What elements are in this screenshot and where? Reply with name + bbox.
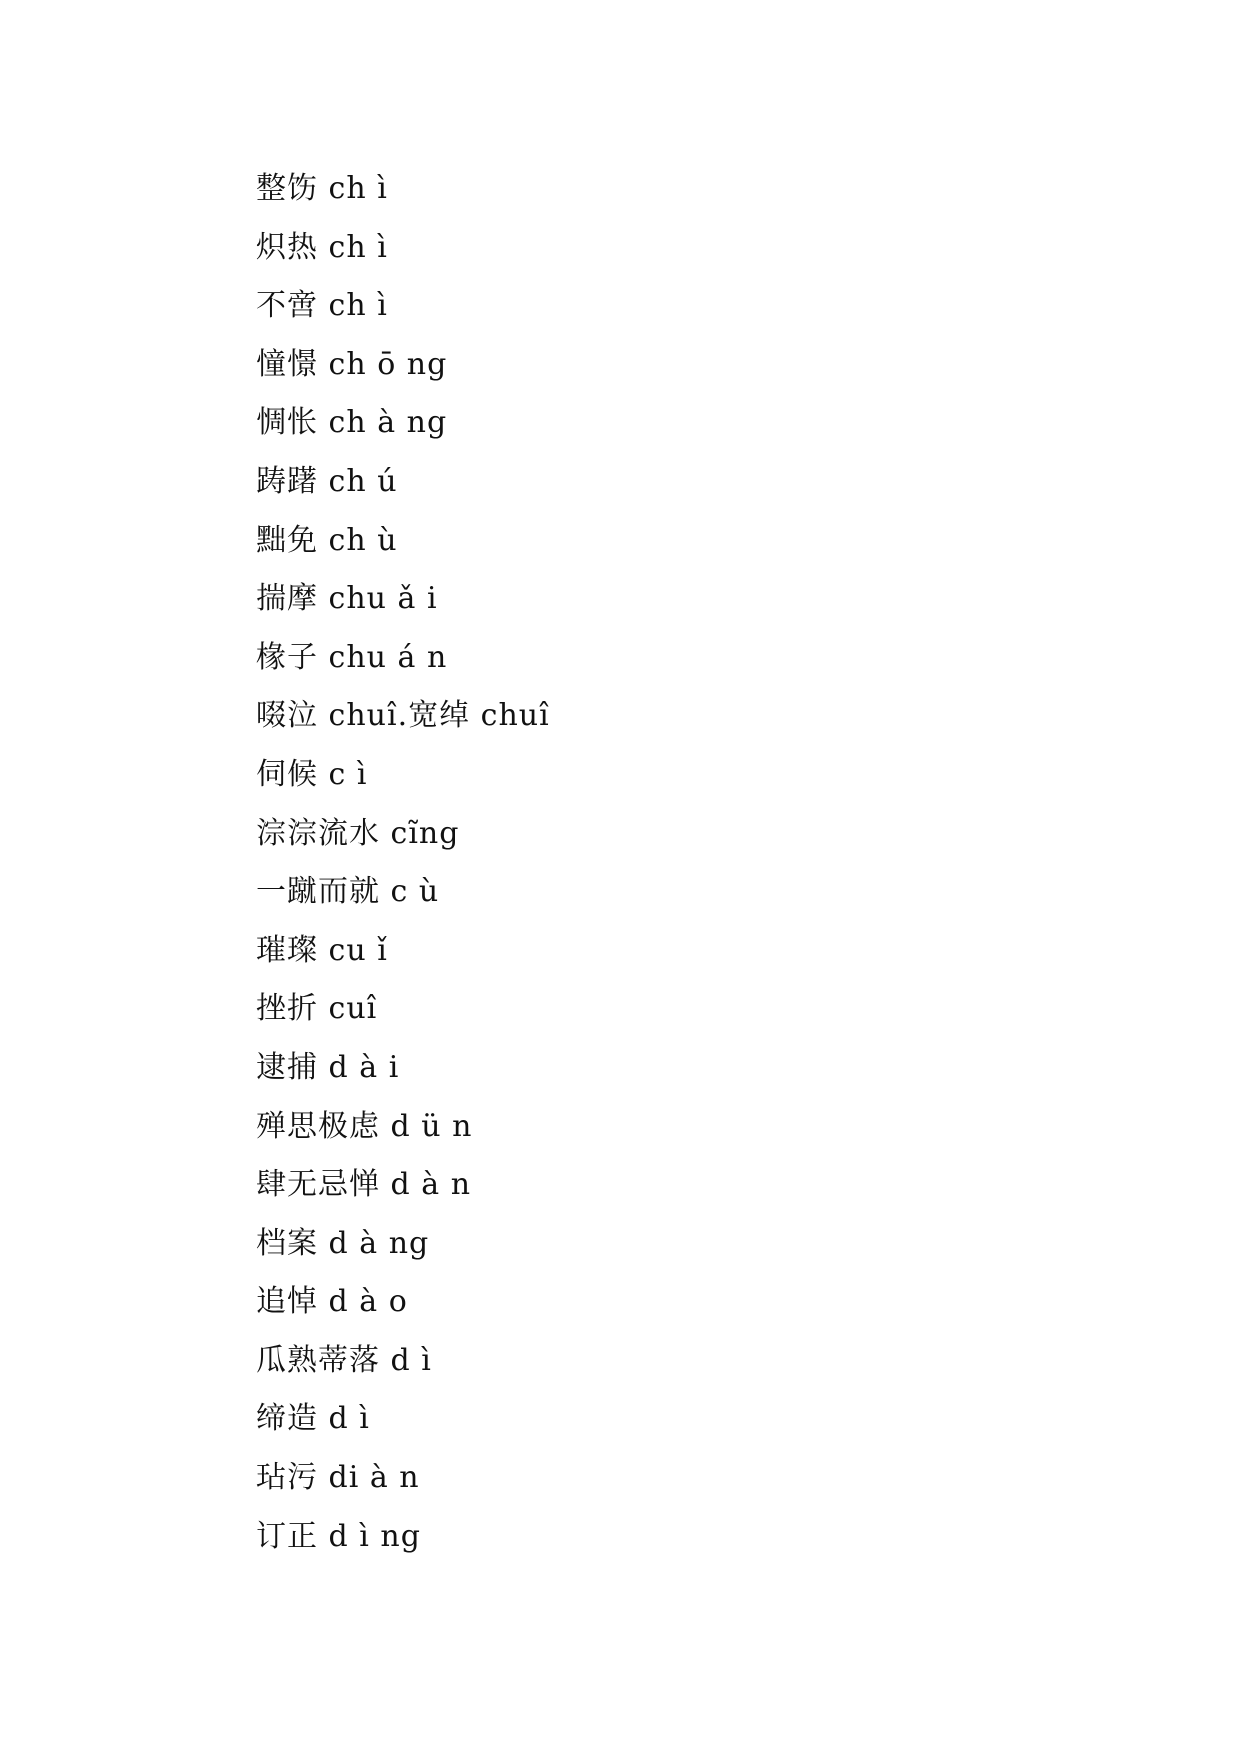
list-item: 整饬 ch ì <box>256 171 388 206</box>
list-item: 伺候 c ì <box>256 756 368 792</box>
list-item: 逮捕 d à i <box>256 1049 400 1085</box>
list-item: 挫折 cuî <box>256 991 378 1027</box>
list-item: 椽子 chu á n <box>256 639 448 675</box>
list-item: 订正 d ì ng <box>256 1518 421 1554</box>
list-item: 啜泣 chuî.宽绰 chuî <box>256 698 550 734</box>
list-item: 追悼 d à o <box>256 1284 408 1320</box>
list-item: 踌躇 ch ú <box>256 463 398 499</box>
list-item: 淙淙流水 cĩng <box>256 815 460 851</box>
list-item: 档案 d à ng <box>256 1225 430 1261</box>
list-item: 不啻 ch ì <box>256 288 388 324</box>
list-item: 肆无忌惮 d à n <box>256 1167 472 1203</box>
list-item: 一蹴而就 c ù <box>256 874 440 910</box>
list-item: 惆怅 ch à ng <box>256 405 448 441</box>
list-item: 憧憬 ch ō ng <box>256 346 448 382</box>
list-item: 缔造 d ì <box>256 1401 370 1437</box>
list-item: 玷污 di à n <box>256 1460 420 1496</box>
vocabulary-list <box>256 160 550 1566</box>
list-item: 璀璨 cu ǐ <box>256 932 388 968</box>
list-item: 瓜熟蒂落 d ì <box>256 1342 432 1378</box>
list-item: 黜免 ch ù <box>256 522 398 558</box>
list-item: 殚思极虑 d ü n <box>256 1108 473 1144</box>
list-item: 揣摩 chu ǎ i <box>256 581 438 617</box>
list-item: 炽热 ch ì <box>256 229 388 265</box>
